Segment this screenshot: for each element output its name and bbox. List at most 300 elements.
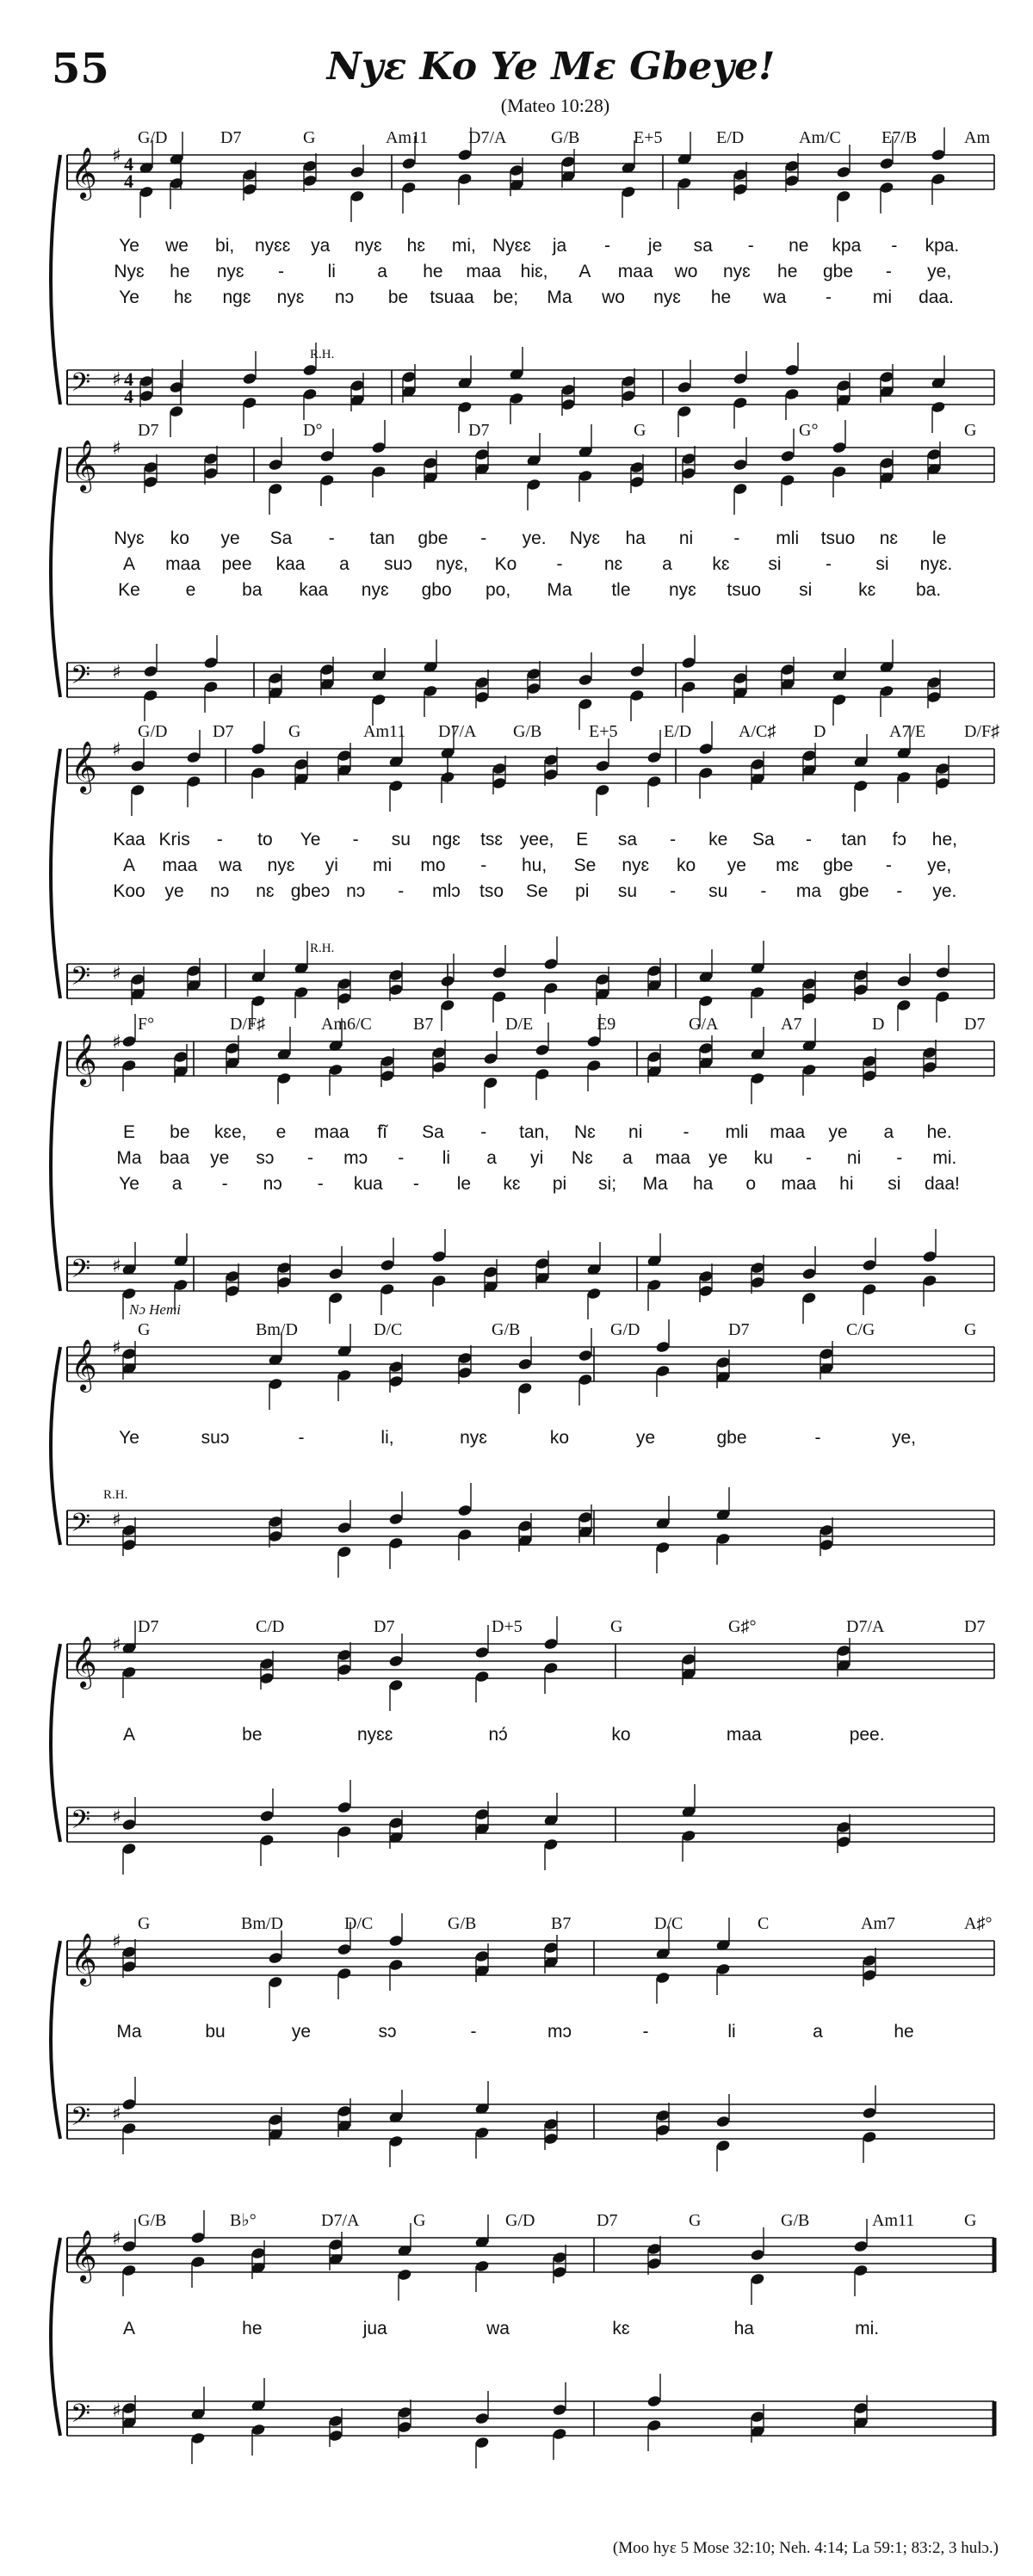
lyric-syllable: ye, bbox=[927, 856, 952, 875]
note-head bbox=[483, 1052, 498, 1065]
note-head bbox=[190, 2431, 206, 2444]
lyric-syllable: wo bbox=[674, 262, 698, 281]
note-head bbox=[677, 405, 692, 417]
note-head bbox=[259, 1671, 275, 1684]
lyric-syllable: kaa bbox=[275, 554, 306, 574]
note-head bbox=[251, 2246, 266, 2259]
right-hand-label: R.H. bbox=[310, 348, 335, 361]
staff-bass-4 bbox=[67, 1257, 994, 1291]
chord-symbol: Bm/D bbox=[241, 1914, 283, 1933]
note-head bbox=[543, 1637, 559, 1650]
note-head bbox=[801, 1291, 817, 1304]
chord-symbol: G bbox=[964, 1320, 977, 1339]
lyric-syllable: kɛe, bbox=[213, 1122, 247, 1142]
chord-symbol: D7 bbox=[964, 1617, 986, 1636]
staff-bass-7 bbox=[67, 2104, 994, 2139]
note-head bbox=[423, 684, 438, 697]
note-head bbox=[328, 1291, 343, 1304]
lyric-syllable: A bbox=[122, 554, 136, 574]
lyric-syllable: mi. bbox=[932, 1148, 957, 1168]
note-head bbox=[543, 2117, 559, 2130]
note-head bbox=[337, 2104, 352, 2117]
note-head bbox=[242, 372, 257, 385]
note-head bbox=[801, 1267, 817, 1280]
lyric-syllable: be bbox=[242, 1725, 263, 1745]
note-head bbox=[492, 966, 507, 979]
key-signature-sharp: ♯ bbox=[112, 1337, 121, 1359]
lyric-syllable: - bbox=[216, 830, 223, 849]
note-head bbox=[371, 693, 387, 706]
lyric-syllable: be; bbox=[492, 287, 519, 307]
note-head bbox=[457, 1528, 473, 1541]
lyric-syllable: je bbox=[647, 236, 663, 256]
chord-symbol: D7 bbox=[138, 1617, 159, 1636]
lyric-syllable: si; bbox=[598, 1174, 617, 1194]
note-head bbox=[431, 1274, 447, 1287]
note-head bbox=[190, 2255, 206, 2268]
note-head bbox=[474, 1670, 490, 1683]
note-head bbox=[143, 664, 158, 677]
note-head bbox=[931, 148, 946, 161]
lyric-syllable: tan bbox=[841, 830, 867, 849]
key-signature-sharp: ♯ bbox=[112, 1807, 121, 1828]
lyric-syllable: ni bbox=[678, 528, 694, 548]
note-head bbox=[242, 182, 257, 195]
lyric-syllable: si bbox=[768, 554, 782, 574]
staff-treble-8 bbox=[67, 2238, 994, 2272]
lyric-syllable: wo bbox=[602, 287, 625, 307]
note-head bbox=[784, 387, 800, 400]
note-head bbox=[780, 473, 795, 486]
note-head bbox=[922, 1274, 937, 1287]
note-head bbox=[401, 370, 417, 383]
chord-symbol: D7 bbox=[374, 1617, 395, 1636]
note-head bbox=[715, 2139, 731, 2152]
note-head bbox=[621, 374, 636, 387]
note-head bbox=[698, 742, 714, 755]
note-head bbox=[121, 2264, 137, 2276]
lyric-syllable: he bbox=[242, 2319, 263, 2338]
note-head bbox=[380, 1258, 395, 1271]
note-head bbox=[121, 1960, 137, 1973]
note-head bbox=[784, 174, 800, 187]
lyric-syllable: nyɛ bbox=[460, 1428, 487, 1448]
note-head bbox=[733, 396, 748, 409]
lyric-syllable: maa bbox=[781, 1174, 817, 1194]
note-head bbox=[474, 1949, 490, 1962]
note-head bbox=[509, 392, 524, 405]
lyric-syllable: sa bbox=[693, 236, 713, 256]
system-brace bbox=[51, 1941, 60, 2139]
treble-clef: 𝄞 bbox=[71, 1933, 97, 1985]
chord-symbol: D/C bbox=[374, 1320, 403, 1339]
chord-symbol: C/G bbox=[846, 1320, 875, 1339]
system-brace bbox=[51, 1644, 60, 1842]
lyric-syllable: mɛ bbox=[776, 856, 800, 875]
note-head bbox=[698, 1041, 714, 1054]
lyric-syllable: - bbox=[885, 262, 892, 281]
chord-symbol: D7 bbox=[468, 421, 490, 440]
note-head bbox=[388, 1678, 404, 1691]
note-head bbox=[139, 389, 154, 402]
note-head bbox=[715, 1356, 731, 1368]
note-head bbox=[388, 968, 404, 981]
note-head bbox=[750, 1276, 765, 1288]
key-signature-sharp: ♯ bbox=[112, 2103, 121, 2125]
note-head bbox=[543, 753, 559, 766]
lyric-syllable: gbe bbox=[823, 262, 854, 281]
chord-symbol: G bbox=[634, 421, 646, 440]
lyric-syllable: mi bbox=[872, 287, 893, 307]
lyric-syllable: Ma bbox=[547, 287, 572, 307]
note-head bbox=[319, 663, 335, 676]
lyric-syllable: - bbox=[298, 1428, 305, 1448]
note-head bbox=[935, 776, 950, 789]
note-head bbox=[302, 159, 318, 172]
note-head bbox=[337, 1545, 352, 1558]
lyric-syllable: Ye bbox=[119, 1174, 139, 1194]
note-head bbox=[733, 671, 748, 684]
note-head bbox=[186, 964, 201, 977]
hymn-title: Nyɛ Ko Ye Mɛ Gbeye! bbox=[326, 45, 776, 89]
note-head bbox=[294, 985, 309, 998]
lyric-syllable: tan, bbox=[519, 1122, 550, 1142]
note-head bbox=[143, 689, 158, 701]
note-head bbox=[380, 1054, 395, 1067]
lyric-syllable: - bbox=[480, 1122, 487, 1142]
note-head bbox=[832, 693, 847, 706]
note-head bbox=[698, 1284, 714, 1297]
note-head bbox=[388, 1958, 404, 1971]
note-head bbox=[922, 1250, 937, 1263]
lyric-syllable: hi bbox=[839, 1174, 854, 1194]
time-signature-bottom: 4 bbox=[124, 386, 133, 407]
lyric-syllable: suɔ bbox=[201, 1428, 230, 1448]
lyric-syllable: - bbox=[642, 2022, 649, 2042]
note-head bbox=[862, 1282, 877, 1295]
lyric-syllable: a bbox=[813, 2022, 823, 2042]
chord-symbol: D7 bbox=[138, 421, 159, 440]
note-head bbox=[853, 983, 869, 996]
chord-symbol: B♭° bbox=[230, 2211, 257, 2230]
note-head bbox=[328, 2429, 343, 2442]
note-head bbox=[349, 379, 365, 392]
lyric-syllable: li bbox=[327, 262, 336, 281]
note-head bbox=[474, 1807, 490, 1820]
note-head bbox=[784, 363, 800, 376]
note-head bbox=[646, 1050, 662, 1063]
right-hand-label: R.H. bbox=[310, 942, 335, 955]
chord-symbol: B7 bbox=[413, 1015, 434, 1034]
time-signature-top: 4 bbox=[124, 153, 133, 175]
chord-symbol: G/B bbox=[513, 722, 542, 741]
note-head bbox=[440, 770, 455, 783]
lyric-syllable: tso bbox=[479, 881, 504, 901]
lyric-syllable: ya bbox=[311, 236, 331, 256]
chord-symbol: G/B bbox=[781, 2211, 810, 2230]
key-signature-sharp: ♯ bbox=[112, 963, 121, 985]
chord-symbol: E9 bbox=[597, 1015, 616, 1034]
key-signature-sharp: ♯ bbox=[112, 1634, 121, 1656]
lyric-syllable: kaa bbox=[299, 580, 329, 600]
lyric-syllable: nɔ bbox=[346, 881, 366, 901]
lyric-syllable: - bbox=[747, 236, 754, 256]
note-head bbox=[173, 1050, 189, 1063]
chord-symbol: E+5 bbox=[634, 128, 663, 147]
lyric-syllable: daa! bbox=[925, 1174, 960, 1194]
note-head bbox=[935, 762, 950, 775]
note-head bbox=[483, 1076, 498, 1089]
note-head bbox=[268, 1975, 283, 1988]
note-head bbox=[750, 757, 765, 770]
note-head bbox=[440, 974, 455, 987]
lyric-syllable: si bbox=[888, 1174, 901, 1194]
lyric-syllable: we bbox=[165, 236, 189, 256]
treble-clef: 𝄞 bbox=[71, 741, 97, 793]
note-head bbox=[242, 168, 257, 181]
lyric-syllable: ye bbox=[708, 1148, 728, 1168]
chord-symbol: B7 bbox=[551, 1914, 572, 1933]
note-head bbox=[677, 176, 692, 189]
note-head bbox=[646, 751, 662, 763]
lyric-syllable: hu, bbox=[521, 856, 547, 875]
system-brace bbox=[51, 448, 60, 697]
lyric-syllable: si bbox=[799, 580, 813, 600]
treble-clef: 𝄞 bbox=[71, 2230, 97, 2282]
note-head bbox=[526, 478, 541, 491]
lyric-syllable: li bbox=[442, 1148, 451, 1168]
chord-symbol: D7/A bbox=[438, 722, 477, 741]
bass-clef: 𝄢 bbox=[71, 368, 91, 404]
note-head bbox=[801, 977, 817, 990]
lyric-syllable: - bbox=[317, 1174, 324, 1194]
note-head bbox=[853, 968, 869, 981]
note-head bbox=[646, 2242, 662, 2255]
lyric-syllable: - bbox=[412, 1174, 419, 1194]
lyric-syllable: baa bbox=[159, 1148, 190, 1168]
lyric-syllable: nyɛ. bbox=[919, 554, 953, 574]
note-head bbox=[259, 1833, 275, 1846]
lyric-syllable: nyɛ bbox=[668, 580, 696, 600]
note-head bbox=[388, 1536, 404, 1549]
lyric-syllable: a bbox=[171, 1174, 182, 1194]
lyric-syllable: a bbox=[622, 1148, 633, 1168]
note-head bbox=[349, 189, 365, 202]
chord-symbol: E7/B bbox=[881, 128, 918, 147]
lyric-syllable: ngɛ bbox=[431, 830, 461, 849]
note-head bbox=[388, 1360, 404, 1373]
key-signature-sharp: ♯ bbox=[112, 1032, 121, 1053]
note-head bbox=[337, 1943, 352, 1955]
note-head bbox=[543, 1941, 559, 1954]
note-head bbox=[698, 1269, 714, 1282]
lyric-syllable: ye bbox=[291, 2022, 312, 2042]
note-head bbox=[698, 994, 714, 1007]
note-head bbox=[896, 974, 912, 987]
lyric-syllable: - bbox=[556, 554, 563, 574]
note-head bbox=[750, 985, 765, 998]
chord-symbol: D bbox=[872, 1015, 885, 1034]
note-head bbox=[629, 475, 645, 488]
note-head bbox=[853, 2239, 869, 2252]
right-hand-label: R.H. bbox=[103, 1488, 128, 1502]
note-head bbox=[130, 973, 145, 985]
chord-symbol: E/D bbox=[664, 722, 692, 741]
lyric-syllable: e bbox=[185, 580, 196, 600]
lyric-syllable: ku bbox=[753, 1148, 773, 1168]
note-head bbox=[203, 656, 219, 669]
note-head bbox=[328, 2238, 343, 2251]
lyric-syllable: - bbox=[826, 287, 832, 307]
key-signature-sharp: ♯ bbox=[112, 1510, 121, 1531]
chord-symbol: F° bbox=[138, 1015, 155, 1034]
lyric-syllable: - bbox=[826, 554, 832, 574]
lyric-syllable: kɛ bbox=[712, 554, 730, 574]
lyric-syllable: Ma bbox=[642, 1174, 668, 1194]
note-head bbox=[595, 783, 610, 796]
note-head bbox=[560, 398, 576, 411]
note-head bbox=[578, 469, 593, 482]
note-head bbox=[251, 766, 266, 779]
lyric-syllable: nyɛ bbox=[622, 856, 650, 875]
note-head bbox=[836, 1644, 851, 1657]
note-head bbox=[474, 2436, 490, 2449]
lyric-syllable: maa bbox=[770, 1122, 806, 1142]
note-head bbox=[457, 172, 473, 185]
note-head bbox=[121, 2097, 137, 2110]
lyric-syllable: bu bbox=[205, 2022, 226, 2042]
note-head bbox=[130, 759, 145, 772]
lyric-syllable: Kaa bbox=[113, 830, 145, 849]
note-head bbox=[440, 998, 455, 1011]
lyric-syllable: Kris bbox=[158, 830, 190, 849]
note-head bbox=[819, 1538, 834, 1551]
note-head bbox=[259, 1657, 275, 1670]
note-head bbox=[931, 172, 946, 185]
chord-symbol: D/E bbox=[505, 1015, 534, 1034]
note-head bbox=[832, 441, 847, 454]
note-head bbox=[474, 448, 490, 460]
lyric-syllable: sa bbox=[617, 830, 638, 849]
lyric-syllable: a bbox=[486, 1148, 497, 1168]
lyric-syllable: ko bbox=[676, 856, 696, 875]
note-head bbox=[715, 2115, 731, 2128]
lyric-syllable: he bbox=[170, 262, 190, 281]
lyric-syllable: A bbox=[122, 1725, 136, 1745]
lyric-syllable: - bbox=[352, 830, 359, 849]
note-head bbox=[474, 2412, 490, 2425]
note-head bbox=[552, 2427, 567, 2440]
lyric-syllable: bi, bbox=[215, 236, 235, 256]
note-head bbox=[879, 157, 894, 170]
note-head bbox=[225, 1041, 240, 1054]
chord-symbol: D bbox=[813, 722, 826, 741]
note-head bbox=[896, 770, 912, 783]
lyric-syllable: mli bbox=[725, 1122, 749, 1142]
note-head bbox=[328, 1063, 343, 1076]
lyric-syllable: ha bbox=[625, 528, 646, 548]
lyric-syllable: wa bbox=[763, 287, 787, 307]
chord-symbol: D7/A bbox=[468, 128, 507, 147]
key-signature-sharp: ♯ bbox=[112, 2228, 121, 2250]
lyric-syllable: a bbox=[377, 262, 387, 281]
note-head bbox=[251, 742, 266, 755]
note-head bbox=[801, 1063, 817, 1076]
lyric-syllable: a bbox=[883, 1122, 894, 1142]
treble-clef: 𝄞 bbox=[71, 1034, 97, 1085]
lyric-syllable: ko bbox=[611, 1725, 631, 1745]
lyric-syllable: mi. bbox=[855, 2319, 880, 2338]
chord-symbol: G bbox=[689, 2211, 702, 2230]
note-head bbox=[578, 1510, 593, 1523]
lyric-syllable: ye bbox=[220, 528, 240, 548]
lyric-syllable: - bbox=[398, 881, 405, 901]
note-head bbox=[517, 1519, 533, 1532]
lyric-syllable: - bbox=[896, 1148, 903, 1168]
note-head bbox=[517, 1381, 533, 1394]
note-head bbox=[431, 1060, 447, 1073]
lyric-syllable: si bbox=[875, 554, 889, 574]
lyric-syllable: nyɛ bbox=[354, 236, 382, 256]
note-head bbox=[349, 165, 365, 178]
note-head bbox=[401, 157, 417, 170]
chord-symbol: E+5 bbox=[589, 722, 618, 741]
lyric-syllable: - bbox=[805, 830, 812, 849]
note-head bbox=[836, 165, 851, 178]
note-head bbox=[121, 1347, 137, 1360]
note-head bbox=[646, 2257, 662, 2270]
note-head bbox=[337, 991, 352, 1004]
lyric-syllable: su bbox=[617, 881, 638, 901]
lyric-syllable: maa bbox=[726, 1725, 762, 1745]
lyric-syllable: pee bbox=[221, 554, 252, 574]
lyric-syllable: he bbox=[894, 2022, 914, 2042]
note-head bbox=[733, 482, 748, 495]
lyric-syllable: jua bbox=[362, 2319, 387, 2338]
chord-symbol: G bbox=[964, 421, 977, 440]
treble-clef: 𝄞 bbox=[71, 440, 97, 491]
note-head bbox=[832, 465, 847, 478]
note-head bbox=[595, 759, 610, 772]
lyric-syllable: Nyɛ bbox=[114, 528, 145, 548]
note-head bbox=[121, 1035, 137, 1047]
lyric-syllable: ni bbox=[846, 1148, 862, 1168]
note-head bbox=[801, 991, 817, 1004]
lyric-syllable: kua bbox=[353, 1174, 383, 1194]
chord-symbol: D+5 bbox=[492, 1617, 523, 1636]
lyric-syllable: - bbox=[604, 236, 611, 256]
lyric-syllable: ba bbox=[242, 580, 263, 600]
note-head bbox=[681, 452, 696, 465]
lyric-syllable: ye. bbox=[932, 881, 957, 901]
lyric-syllable: he bbox=[777, 262, 798, 281]
chord-symbol: E/D bbox=[716, 128, 745, 147]
lyric-syllable: Se bbox=[525, 881, 548, 901]
note-head bbox=[474, 2259, 490, 2272]
note-head bbox=[926, 676, 942, 689]
note-head bbox=[836, 189, 851, 202]
lyric-syllable: ma bbox=[795, 881, 822, 901]
chord-symbol: G bbox=[138, 1320, 151, 1339]
note-head bbox=[388, 1934, 404, 1947]
lyric-syllable: - bbox=[480, 856, 487, 875]
lyric-syllable: he. bbox=[926, 1122, 952, 1142]
bass-clef: 𝄢 bbox=[71, 1806, 91, 1841]
note-head bbox=[121, 1287, 137, 1300]
lyric-syllable: o bbox=[745, 1174, 757, 1194]
lyric-syllable: nɔ bbox=[334, 287, 355, 307]
note-head bbox=[302, 387, 318, 400]
